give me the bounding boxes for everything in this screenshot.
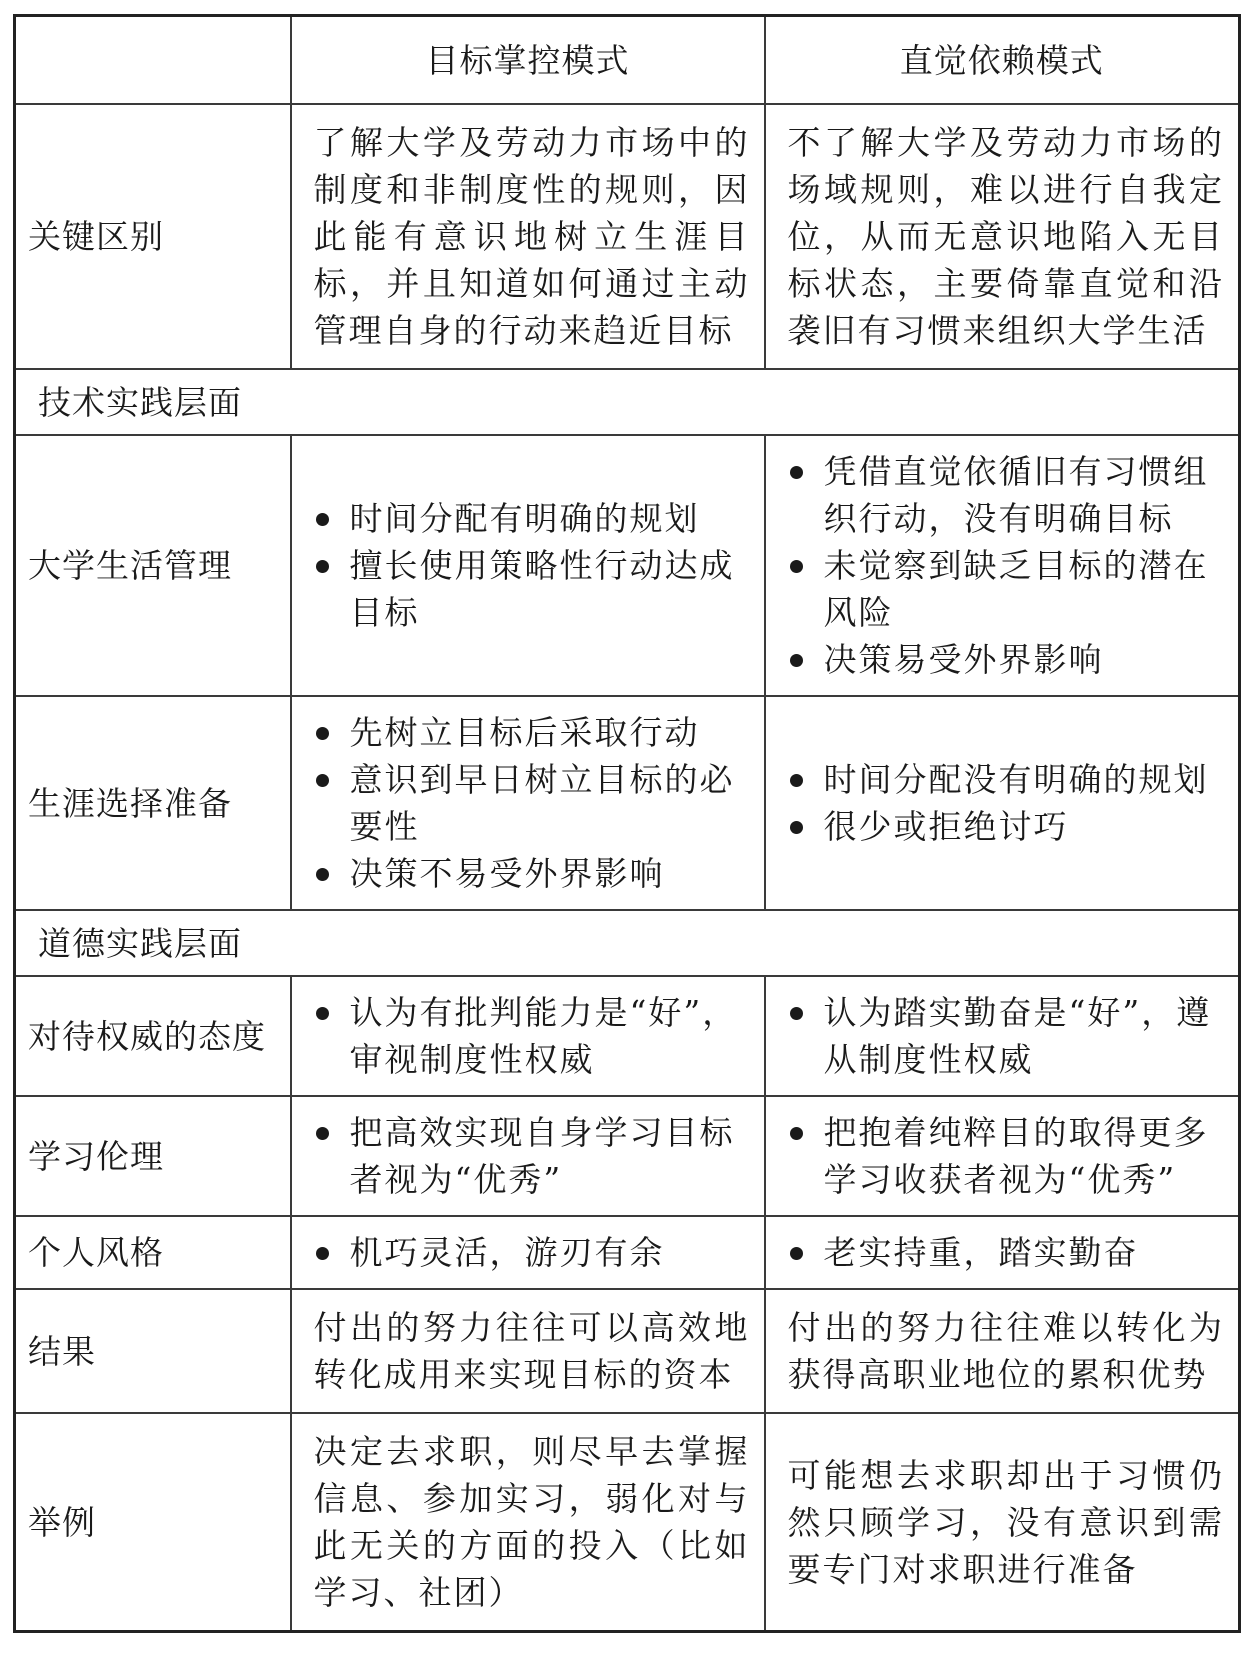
row-label-result: 结果 xyxy=(15,1289,291,1413)
table-row-result xyxy=(15,1289,1240,1413)
section-label-moral-practice: 道德实践层面 xyxy=(15,910,1240,976)
list-item: 决策不易受外界影响 xyxy=(316,850,754,897)
list-item: 擅长使用策略性行动达成目标 xyxy=(316,542,754,636)
cell-key-difference-b: 不了解大学及劳动力市场的场域规则，难以进行自我定位，从而无意识地陷入无目标状态，主要倚靠直觉和沿袭旧有习惯来组织大学生活 xyxy=(765,104,1240,369)
cell-learning-ethic-b xyxy=(765,1096,1240,1216)
cell-authority-a xyxy=(291,976,765,1096)
comparison-table xyxy=(13,14,1241,1633)
cell-career-prep-b xyxy=(765,696,1240,910)
list-item: 很少或拒绝讨巧 xyxy=(790,803,1229,850)
section-row-technical-practice xyxy=(15,369,1240,435)
list-item: 未觉察到缺乏目标的潜在风险 xyxy=(790,542,1229,636)
bullet-list xyxy=(766,436,1239,695)
cell-college-life-a xyxy=(291,435,765,696)
table-row-personal-style xyxy=(15,1216,1240,1289)
bullet-list xyxy=(766,1097,1239,1215)
table-row-career-prep xyxy=(15,696,1240,910)
cell-result-b: 付出的努力往往难以转化为获得高职业地位的累积优势 xyxy=(765,1289,1240,1413)
list-item: 意识到早日树立目标的必要性 xyxy=(316,756,754,850)
table-header-row xyxy=(15,16,1240,105)
row-label-learning-ethic: 学习伦理 xyxy=(15,1096,291,1216)
row-label-career-prep: 生涯选择准备 xyxy=(15,696,291,910)
list-item: 认为踏实勤奋是“好”，遵从制度性权威 xyxy=(790,989,1229,1083)
bullet-list xyxy=(292,483,764,648)
list-item: 时间分配有明确的规划 xyxy=(316,495,754,542)
section-row-moral-practice xyxy=(15,910,1240,976)
bullet-list xyxy=(766,1217,1239,1288)
list-item: 决策易受外界影响 xyxy=(790,636,1229,683)
section-label-technical-practice: 技术实践层面 xyxy=(15,369,1240,435)
list-item: 把抱着纯粹目的取得更多学习收获者视为“优秀” xyxy=(790,1109,1229,1203)
cell-example-b: 可能想去求职却出于习惯仍然只顾学习，没有意识到需要专门对求职进行准备 xyxy=(765,1413,1240,1632)
list-item: 先树立目标后采取行动 xyxy=(316,709,754,756)
bullet-list xyxy=(766,977,1239,1095)
cell-key-difference-a: 了解大学及劳动力市场中的制度和非制度性的规则，因此能有意识地树立生涯目标，并且知道如何通过主动管理自身的行动来趋近目标 xyxy=(291,104,765,369)
bullet-list xyxy=(292,1097,764,1215)
table-row-example xyxy=(15,1413,1240,1632)
bullet-list xyxy=(766,744,1239,862)
cell-result-a: 付出的努力往往可以高效地转化成用来实现目标的资本 xyxy=(291,1289,765,1413)
list-item: 机巧灵活，游刃有余 xyxy=(316,1229,754,1276)
list-item: 认为有批判能力是“好”，审视制度性权威 xyxy=(316,989,754,1083)
table-row-authority xyxy=(15,976,1240,1096)
list-item: 把高效实现自身学习目标者视为“优秀” xyxy=(316,1109,754,1203)
list-item: 时间分配没有明确的规划 xyxy=(790,756,1229,803)
bullet-list xyxy=(292,1217,764,1288)
cell-learning-ethic-a xyxy=(291,1096,765,1216)
bullet-list xyxy=(292,697,764,909)
cell-college-life-b xyxy=(765,435,1240,696)
header-goal-control-mode: 目标掌控模式 xyxy=(291,16,765,105)
cell-career-prep-a xyxy=(291,696,765,910)
bullet-list xyxy=(292,977,764,1095)
cell-personal-style-b xyxy=(765,1216,1240,1289)
table-row-learning-ethic xyxy=(15,1096,1240,1216)
row-label-college-life: 大学生活管理 xyxy=(15,435,291,696)
comparison-table-container xyxy=(13,14,1238,1633)
header-intuition-reliance-mode: 直觉依赖模式 xyxy=(765,16,1240,105)
cell-example-a: 决定去求职，则尽早去掌握信息、参加实习，弱化对与此无关的方面的投入（比如学习、社团） xyxy=(291,1413,765,1632)
table-row-key-difference xyxy=(15,104,1240,369)
row-label-authority: 对待权威的态度 xyxy=(15,976,291,1096)
header-corner-cell xyxy=(15,16,291,105)
row-label-personal-style: 个人风格 xyxy=(15,1216,291,1289)
list-item: 老实持重，踏实勤奋 xyxy=(790,1229,1229,1276)
row-label-example: 举例 xyxy=(15,1413,291,1632)
cell-authority-b xyxy=(765,976,1240,1096)
table-row-college-life xyxy=(15,435,1240,696)
cell-personal-style-a xyxy=(291,1216,765,1289)
row-label-key-difference: 关键区别 xyxy=(15,104,291,369)
list-item: 凭借直觉依循旧有习惯组织行动，没有明确目标 xyxy=(790,448,1229,542)
